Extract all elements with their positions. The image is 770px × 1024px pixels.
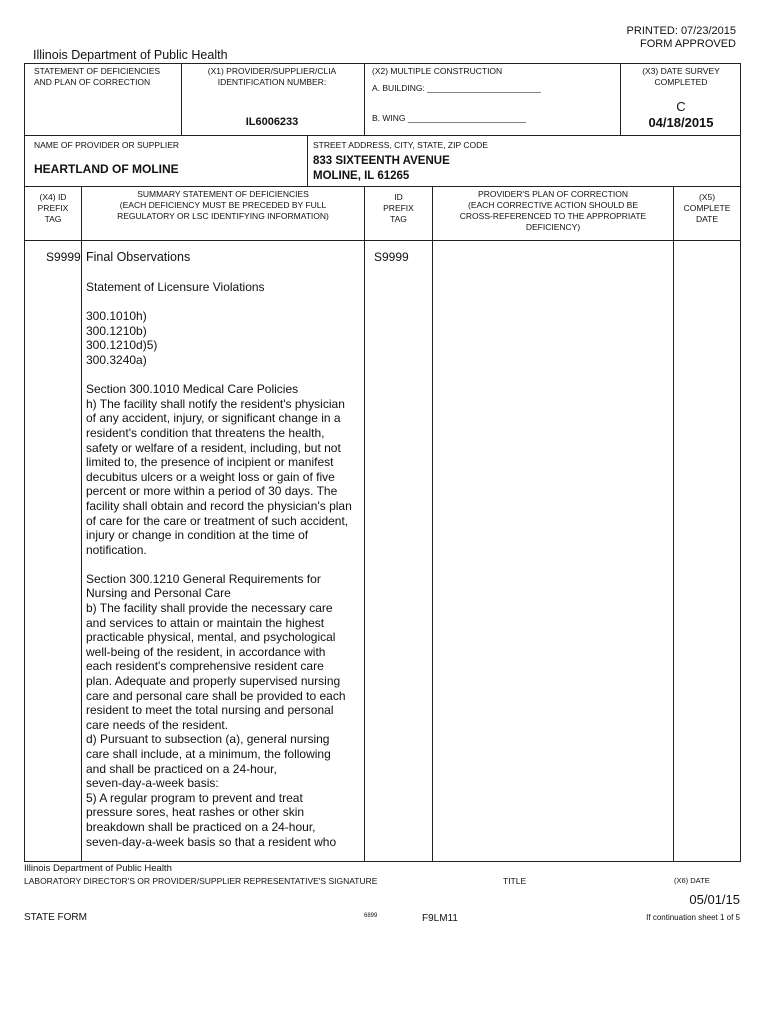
address-label: STREET ADDRESS, CITY, STATE, ZIP CODE (313, 140, 488, 150)
plan-header: PROVIDER'S PLAN OF CORRECTION (EACH CORRECTIVE ACTION SHOULD BE CROSS-REFERENCED TO THE APPROPRIATE DEFICIENCY) (459, 189, 647, 232)
summary-header: SUMMARY STATEMENT OF DEFICIENCIES (EACH DEFICIENCY MUST BE PRECEDED BY FULL REGULATORY OR LSC IDENTIFYING INFORMATION) (117, 189, 329, 221)
state-form-label: STATE FORM (24, 912, 87, 923)
provider-name: HEARTLAND OF MOLINE (34, 162, 179, 176)
address-line-1: 833 SIXTEENTH AVENUE (313, 155, 450, 167)
statement-label: STATEMENT OF DEFICIENCIES AND PLAN OF CORRECTION (34, 66, 161, 87)
address-line-2: MOLINE, IL 61265 (313, 170, 410, 182)
id-header: ID PREFIX TAG (383, 192, 414, 224)
continuation-label: If continuation sheet 1 of 5 (646, 913, 740, 922)
wing-field: B. WING _________________________ (372, 113, 527, 123)
title-label: TITLE (503, 876, 527, 886)
footer-agency: Illinois Department of Public Health (24, 863, 172, 874)
signature-date: 05/01/15 (689, 892, 740, 907)
provider-id: IL6006233 (245, 116, 299, 128)
building-field: A. BUILDING: ________________________ (372, 83, 541, 93)
form-code: 6899 (364, 913, 378, 919)
x1-label: (X1) PROVIDER/SUPPLIER/CLIA IDENTIFICATION NUMBER: (207, 66, 337, 87)
form-approved: FORM APPROVED (640, 38, 736, 50)
entry-text: Statement of Licensure Violations 300.1010h) 300.1210b) 300.1210d)5) 300.3240a) Section 300.1010 Medical Care Policies h) The facility shall notify the resident's physician of any accident, injury, or significant change in a resident's condition that threatens the health, safety or welfare of a resident, including, but not limited to, the presence of incipient or manifest decubitus ulcers or a weight loss or gain of five percent or more within a period of 30 days. The facility shall obtain and record the physician's plan of care for the care or treatment of such accident, injury or change in condition at the time of notification. Section 300.1210 General Requirements for Nursing and Personal Care b) The facility shall provide the necessary care and services to attain or maintain the highest practicable physical, mental, and psychological well-being of the resident, in accordance with each resident's comprehensive resident care plan. Adequate and properly supervised nursing care and personal care shall be provided to each resident to meet the total nursing and personal care needs of the resident. d) Pursuant to subsection (a), general nursing care shall include, at a minimum, the following and shall be practiced on a 24-hour, seven-day-a-week basis: 5) A regular program to prevent and treat pressure sores, heat rashes or other skin breakdown shall be practiced on a 24-hour, seven-day-a-week basis so that a resident who (86, 280, 352, 849)
survey-date: 04/18/2015 (648, 115, 714, 130)
x3-label: (X3) DATE SURVEY COMPLETED (642, 66, 720, 87)
provider-name-label: NAME OF PROVIDER OR SUPPLIER (34, 140, 179, 150)
x2-label: (X2) MULTIPLE CONSTRUCTION (372, 66, 503, 76)
agency-name: Illinois Department of Public Health (33, 48, 228, 62)
x6-label: (X6) DATE (674, 876, 710, 885)
tag-left: S9999 (46, 250, 81, 264)
printed-date: PRINTED: 07/23/2015 (626, 25, 736, 37)
signature-label: LABORATORY DIRECTOR'S OR PROVIDER/SUPPLIER REPRESENTATIVE'S SIGNATURE (24, 876, 378, 886)
x4-header: (X4) ID PREFIX TAG (37, 192, 69, 224)
entry-title: Final Observations (86, 250, 191, 264)
event-id: F9LM11 (422, 913, 458, 924)
x5-header: (X5) COMPLETE DATE (683, 192, 731, 224)
tag-right: S9999 (374, 250, 409, 264)
survey-code: C (676, 99, 686, 114)
